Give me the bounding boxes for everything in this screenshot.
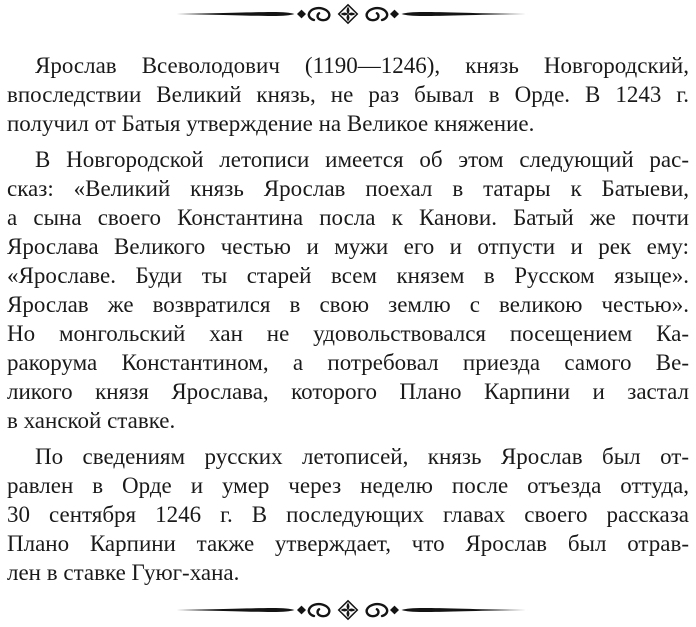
text-line: ликого князя Ярослава, которого Плано Карпини и застал <box>7 379 689 404</box>
text-line: ракорума Константином, а потребовал приезда самого Ве- <box>7 350 689 375</box>
paragraph-2 <box>7 145 689 435</box>
paragraph-1 <box>7 51 689 138</box>
fleuron-scroll-divider-icon <box>170 599 526 621</box>
fleuron-scroll-divider-icon <box>170 3 526 25</box>
text-line: 30 сентября 1246 г. В последующих главах своего рассказа <box>7 502 689 527</box>
text-line: впоследствии Великий князь, не раз бывал в Орде. В 1243 г. <box>7 82 689 107</box>
ornament-divider-bottom <box>0 587 696 621</box>
text-line: в ханской ставке. <box>7 408 176 433</box>
text-content <box>0 51 696 587</box>
text-line: получил от Батыя утверждение на Великое княжение. <box>7 111 535 136</box>
text-line: Но монгольский хан не удовольствовался посещением Ка- <box>7 321 689 346</box>
text-line: а сына своего Константина посла к Канови. Батый же почти <box>7 205 689 230</box>
text-line: Плано Карпини также утверждает, что Ярослав был отрав- <box>7 531 689 556</box>
text-line: Ярослав же возвратился в свою землю с великою честью». <box>7 292 689 317</box>
text-line: лен в ставке Гуюг-хана. <box>7 560 240 585</box>
paragraph-3 <box>7 442 689 587</box>
text-line: равлен в Орде и умер через неделю после отъезда оттуда, <box>7 473 689 498</box>
text-line: Ярослава Великого честью и мужи его и отпусти и рек ему: <box>7 234 689 259</box>
text-line: «Ярославе. Буди ты старей всем князем в Русском языце». <box>7 263 689 288</box>
text-line: По сведениям русских летописей, князь Ярослав был от- <box>35 444 689 469</box>
ornament-divider-top <box>0 0 696 25</box>
text-line: Ярослав Всеволодович (1190—1246), князь Новгородский, <box>35 53 689 78</box>
text-line: В Новгородской летописи имеется об этом следующий рас- <box>35 147 689 172</box>
text-line: сказ: «Великий князь Ярослав поехал в татары к Батыеви, <box>7 176 689 201</box>
